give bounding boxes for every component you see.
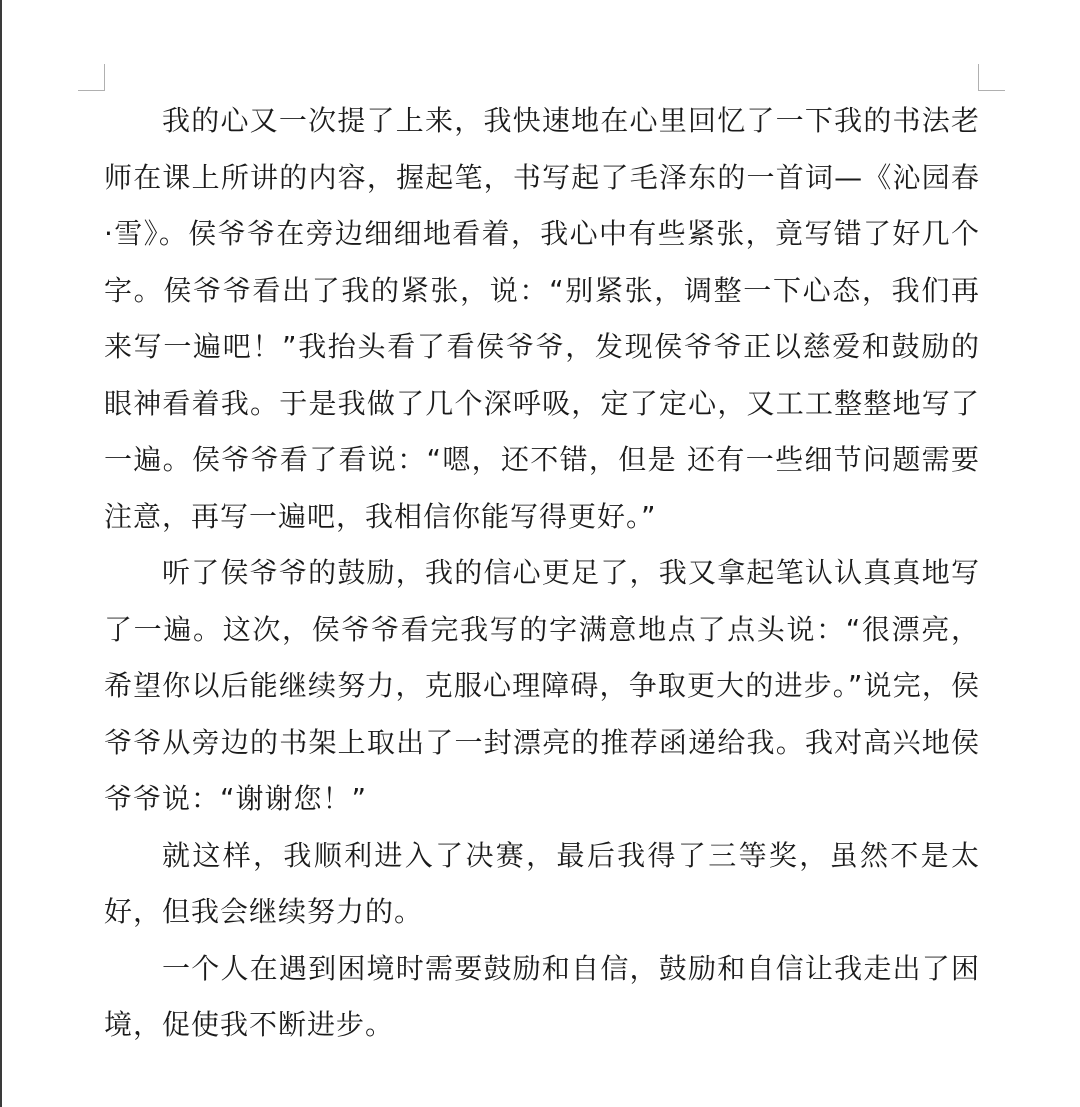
paragraph: 就这样，我顺利进入了决赛，最后我得了三等奖，虽然不是太好，但我会继续努力的。 xyxy=(104,838,980,928)
paragraph: 我的心又一次提了上来，我快速地在心里回忆了一下我的书法老师在课上所讲的内容，握起笔，书写起了毛泽东的一首词—《沁园春·雪》。侯爷爷在旁边细细地看着，我心中有些紧张，竟写错了好几个字。侯爷爷看出了我的紧张，说：“别紧张，调整一下心态，我们再来写一遍吧！”我抬头看了看侯爷爷，发现侯爷爷正以慈爱和鼓励的眼神看着我。于是我做了几个深呼吸，定了定心，又工工整整地写了一遍。侯爷爷看了看说：“嗯，还不错，但是 还有一些细节问题需要注意，再写一遍吧，我相信你能写得更好。” xyxy=(104,104,980,533)
paragraph: 听了侯爷爷的鼓励，我的信心更足了，我又拿起笔认认真真地写了一遍。这次，侯爷爷看完我写的字满意地点了点头说：“很漂亮，希望你以后能继续努力，克服心理障碍，争取更大的进步。”说完，侯爷爷从旁边的书架上取出了一封漂亮的推荐函递给我。我对高兴地侯爷爷说：“谢谢您！” xyxy=(104,556,980,815)
document-body xyxy=(104,93,980,1054)
margin-corner-top-right xyxy=(978,64,1005,91)
page-left-edge xyxy=(0,0,2,1107)
paragraph: 一个人在遇到困境时需要鼓励和自信，鼓励和自信让我走出了困境，促使我不断进步。 xyxy=(104,951,980,1041)
margin-corner-top-left xyxy=(78,64,105,91)
